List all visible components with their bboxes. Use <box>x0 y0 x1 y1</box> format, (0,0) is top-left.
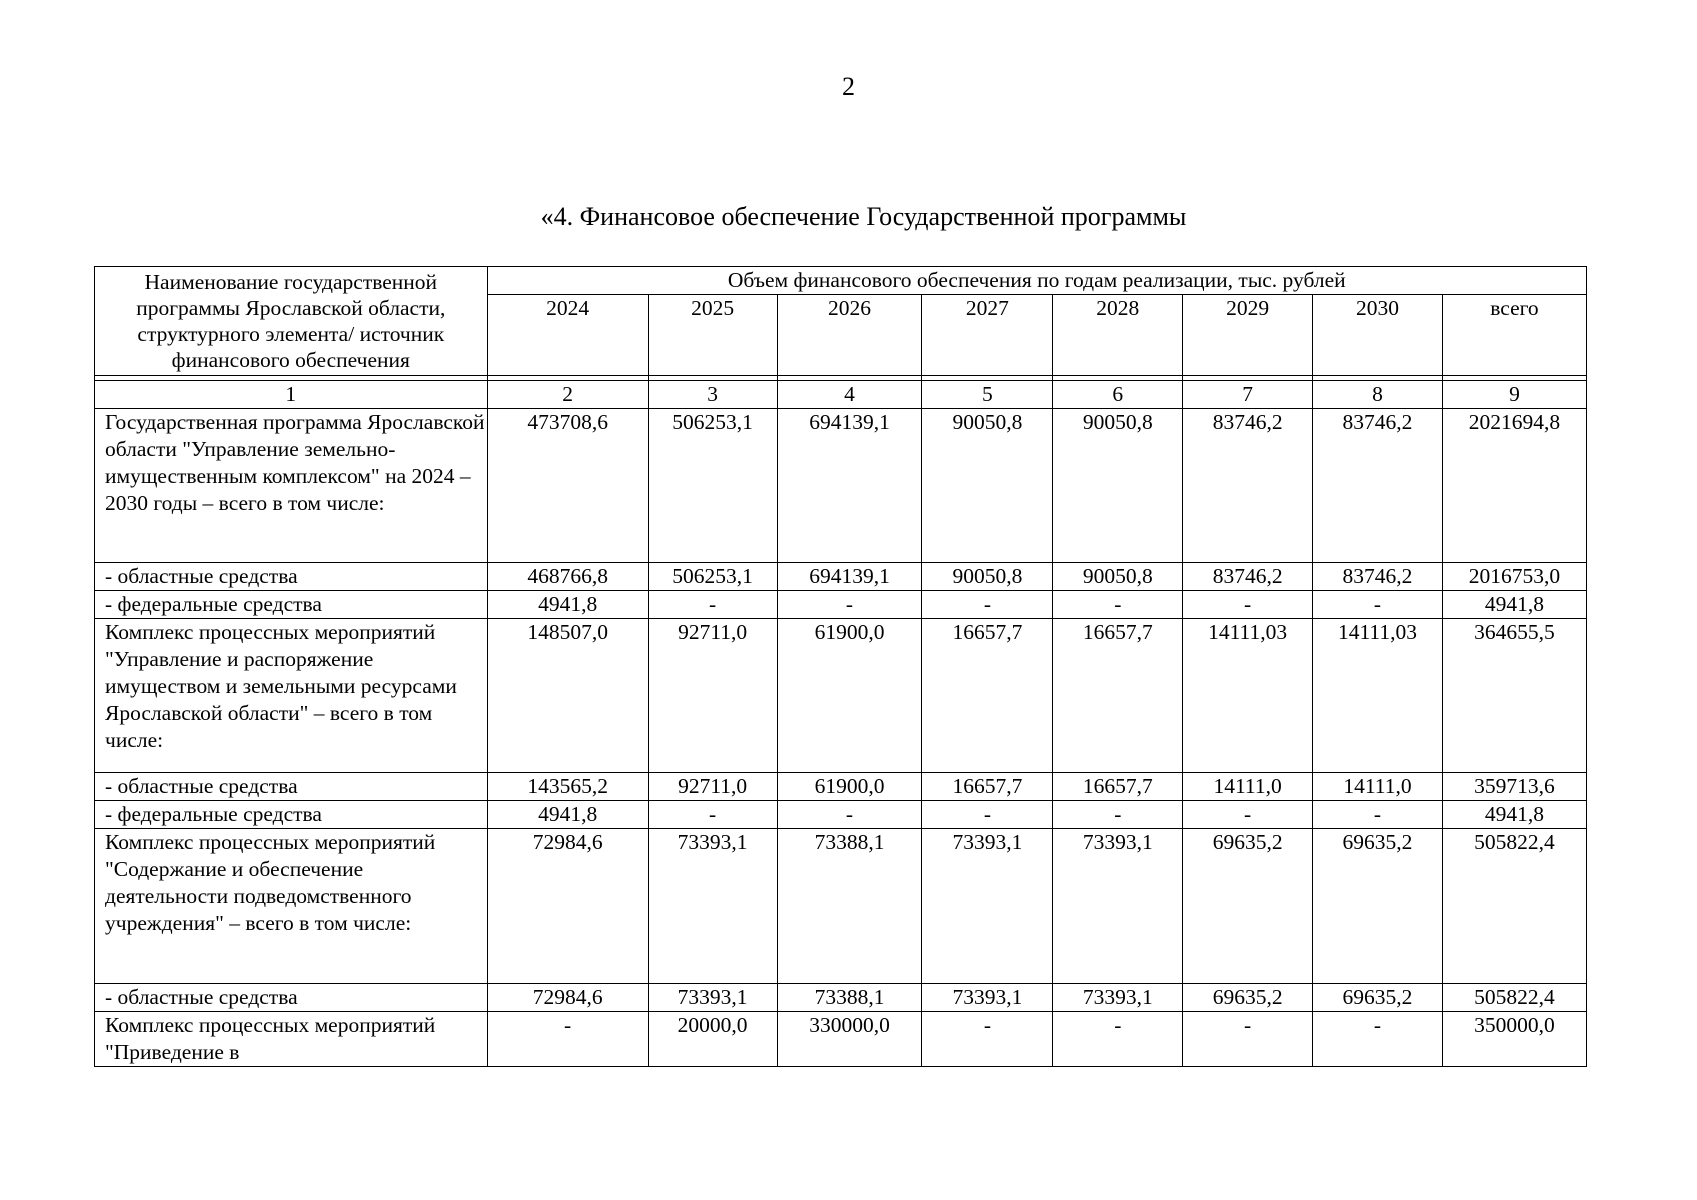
row-year-value: 73388,1 <box>777 984 922 1012</box>
row-name: - областные средства <box>95 773 488 801</box>
row-year-value: 73393,1 <box>648 984 777 1012</box>
row-year-value: 20000,0 <box>648 1012 777 1067</box>
row-name: - федеральные средства <box>95 591 488 619</box>
row-year-value: - <box>1053 1012 1183 1067</box>
row-total-value: 2021694,8 <box>1442 409 1586 563</box>
row-year-value: 14111,0 <box>1183 773 1313 801</box>
row-year-value: 90050,8 <box>922 563 1053 591</box>
financing-volume-header: Объем финансового обеспечения по годам реализации, тыс. рублей <box>487 267 1586 295</box>
row-year-value: 69635,2 <box>1183 829 1313 984</box>
row-total-value: 364655,5 <box>1442 619 1586 773</box>
year-header: 2028 <box>1053 295 1183 376</box>
row-year-value: - <box>1053 801 1183 829</box>
name-column-header: Наименование государственной программы Ярославской области, структурного элемента/ источник финансового обеспечения <box>95 267 488 376</box>
year-header: 2024 <box>487 295 648 376</box>
row-year-value: - <box>1183 1012 1313 1067</box>
table-row <box>95 619 1587 773</box>
row-year-value: 506253,1 <box>648 409 777 563</box>
row-year-value: 14111,03 <box>1313 619 1443 773</box>
row-year-value: 92711,0 <box>648 773 777 801</box>
row-total-value: 2016753,0 <box>1442 563 1586 591</box>
row-year-value: 506253,1 <box>648 563 777 591</box>
table-row <box>95 409 1587 563</box>
row-total-value: 359713,6 <box>1442 773 1586 801</box>
total-header: всего <box>1442 295 1586 376</box>
row-total-value: 505822,4 <box>1442 984 1586 1012</box>
row-year-value: - <box>1053 591 1183 619</box>
row-year-value: 72984,6 <box>487 829 648 984</box>
row-year-value: - <box>1183 801 1313 829</box>
row-year-value: - <box>777 591 922 619</box>
year-header: 2029 <box>1183 295 1313 376</box>
row-total-value: 505822,4 <box>1442 829 1586 984</box>
row-year-value: - <box>922 1012 1053 1067</box>
row-year-value: - <box>1313 801 1443 829</box>
row-year-value: - <box>922 591 1053 619</box>
row-year-value: 69635,2 <box>1313 829 1443 984</box>
row-year-value: - <box>1313 1012 1443 1067</box>
row-year-value: 73393,1 <box>1053 829 1183 984</box>
row-year-value: 73388,1 <box>777 829 922 984</box>
row-year-value: - <box>777 801 922 829</box>
year-header: 2025 <box>648 295 777 376</box>
column-number: 7 <box>1183 381 1313 409</box>
row-year-value: 90050,8 <box>922 409 1053 563</box>
column-number: 8 <box>1313 381 1443 409</box>
row-total-value: 4941,8 <box>1442 591 1586 619</box>
row-year-value: 73393,1 <box>922 829 1053 984</box>
row-year-value: 468766,8 <box>487 563 648 591</box>
row-total-value: 350000,0 <box>1442 1012 1586 1067</box>
table-row <box>95 1012 1587 1067</box>
row-year-value: 90050,8 <box>1053 563 1183 591</box>
row-year-value: 61900,0 <box>777 773 922 801</box>
row-year-value: 83746,2 <box>1183 563 1313 591</box>
row-total-value: 4941,8 <box>1442 801 1586 829</box>
table-row <box>95 591 1587 619</box>
row-year-value: 143565,2 <box>487 773 648 801</box>
table-row <box>95 773 1587 801</box>
row-year-value: - <box>648 801 777 829</box>
row-year-value: 72984,6 <box>487 984 648 1012</box>
column-number: 3 <box>648 381 777 409</box>
column-number: 5 <box>922 381 1053 409</box>
row-year-value: 69635,2 <box>1183 984 1313 1012</box>
row-name: Государственная программа Ярославской области "Управление земельно-имущественным комплексом" на 2024 – 2030 годы – всего в том числе: <box>95 409 488 563</box>
column-number: 2 <box>487 381 648 409</box>
year-header: 2027 <box>922 295 1053 376</box>
row-name: Комплекс процессных мероприятий "Содержание и обеспечение деятельности подведомственного учреждения" – всего в том числе: <box>95 829 488 984</box>
row-year-value: 16657,7 <box>1053 773 1183 801</box>
page-number: 2 <box>842 72 855 101</box>
column-number-row <box>95 381 1587 409</box>
row-year-value: 73393,1 <box>922 984 1053 1012</box>
column-number: 1 <box>95 381 488 409</box>
row-year-value: - <box>648 591 777 619</box>
year-header: 2030 <box>1313 295 1443 376</box>
row-year-value: 16657,7 <box>922 619 1053 773</box>
row-name: - областные средства <box>95 563 488 591</box>
row-name: Комплекс процессных мероприятий "Приведение в <box>95 1012 488 1067</box>
row-year-value: - <box>487 1012 648 1067</box>
row-year-value: 4941,8 <box>487 801 648 829</box>
row-year-value: 16657,7 <box>922 773 1053 801</box>
row-name: - федеральные средства <box>95 801 488 829</box>
financing-table <box>94 266 1587 1067</box>
row-year-value: 90050,8 <box>1053 409 1183 563</box>
row-year-value: 83746,2 <box>1313 563 1443 591</box>
row-year-value: 148507,0 <box>487 619 648 773</box>
row-year-value: 694139,1 <box>777 563 922 591</box>
row-year-value: - <box>922 801 1053 829</box>
row-year-value: 330000,0 <box>777 1012 922 1067</box>
row-year-value: 14111,0 <box>1313 773 1443 801</box>
row-year-value: 73393,1 <box>648 829 777 984</box>
row-year-value: - <box>1183 591 1313 619</box>
row-year-value: 16657,7 <box>1053 619 1183 773</box>
row-year-value: 83746,2 <box>1183 409 1313 563</box>
table-row <box>95 984 1587 1012</box>
table-row <box>95 829 1587 984</box>
row-year-value: 473708,6 <box>487 409 648 563</box>
row-year-value: 14111,03 <box>1183 619 1313 773</box>
row-year-value: 73393,1 <box>1053 984 1183 1012</box>
row-year-value: 4941,8 <box>487 591 648 619</box>
table-row <box>95 563 1587 591</box>
column-number: 6 <box>1053 381 1183 409</box>
row-name: Комплекс процессных мероприятий "Управление и распоряжение имуществом и земельными ресурсами Ярославской области" – всего в том числе: <box>95 619 488 773</box>
row-year-value: 61900,0 <box>777 619 922 773</box>
section-title: «4. Финансовое обеспечение Государственной программы <box>540 202 1187 231</box>
row-year-value: 83746,2 <box>1313 409 1443 563</box>
row-year-value: 694139,1 <box>777 409 922 563</box>
table-row <box>95 801 1587 829</box>
row-year-value: 69635,2 <box>1313 984 1443 1012</box>
column-number: 9 <box>1442 381 1586 409</box>
row-name: - областные средства <box>95 984 488 1012</box>
row-year-value: 92711,0 <box>648 619 777 773</box>
year-header: 2026 <box>777 295 922 376</box>
row-year-value: - <box>1313 591 1443 619</box>
column-number: 4 <box>777 381 922 409</box>
